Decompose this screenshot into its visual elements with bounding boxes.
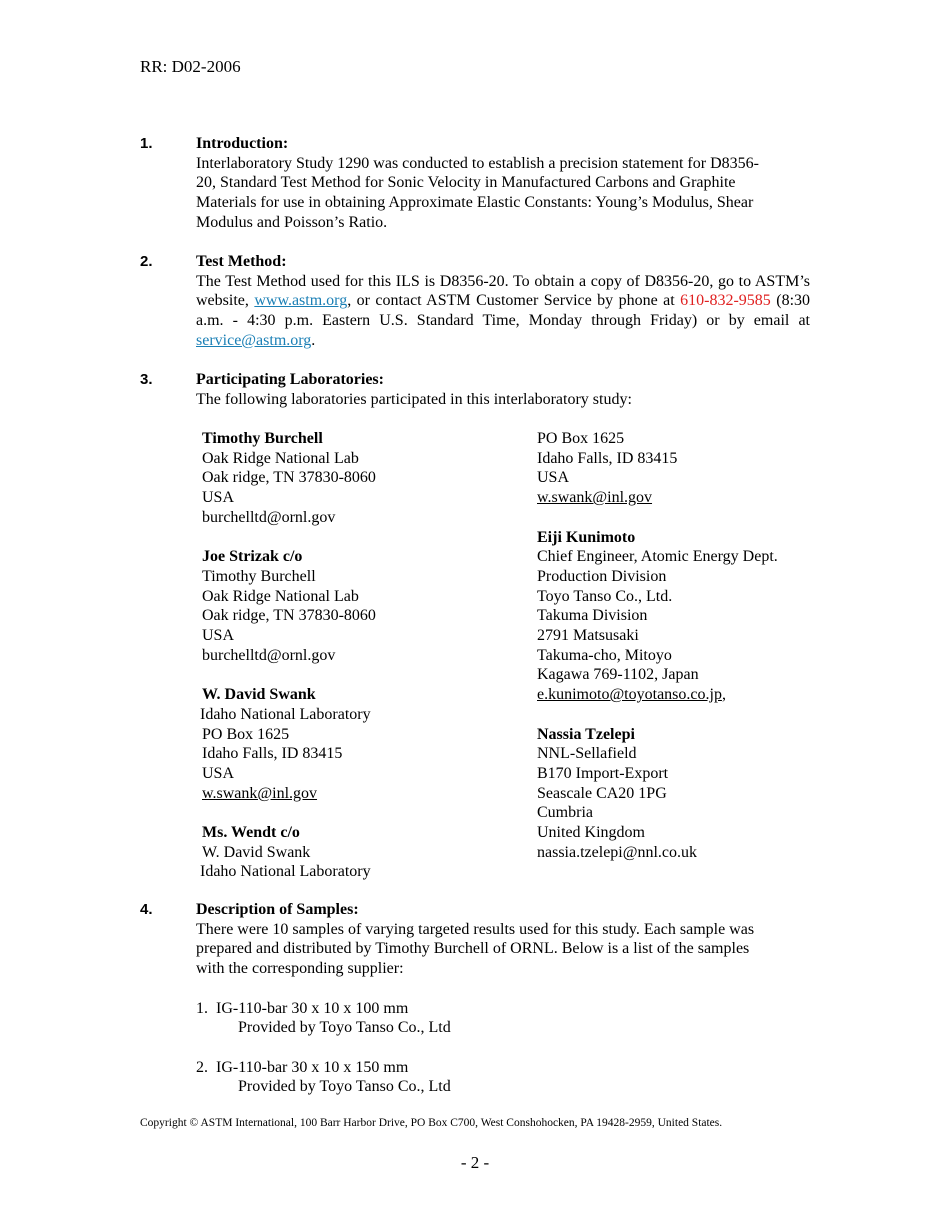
lab-line: PO Box 1625 <box>202 725 290 743</box>
sample-provider: Provided by Toyo Tanso Co., Ltd <box>238 1019 451 1037</box>
lab-line: 2791 Matsusaki <box>537 627 639 645</box>
section-4-title: Description of Samples: <box>196 901 359 918</box>
lab-line: B170 Import-Export <box>537 764 669 782</box>
section-1-number: 1. <box>140 135 153 152</box>
lab-line: United Kingdom <box>537 824 645 842</box>
lab-line: USA <box>202 489 235 507</box>
section-1-line: Interlaboratory Study 1290 was conducted to establish a precision statement for D8356- <box>196 154 759 172</box>
lab-email[interactable]: w.swank@inl.gov <box>202 784 318 802</box>
lab-line: Takuma Division <box>537 607 648 625</box>
spacer <box>196 979 810 999</box>
section-4-line: There were 10 samples of varying targeted results used for this study. Each sample was <box>196 920 755 938</box>
section-2 <box>196 252 810 351</box>
lab-email: burchelltd@ornl.gov <box>202 646 336 664</box>
lab-line: Timothy Burchell <box>202 567 316 585</box>
astm-website-link[interactable]: www.astm.org <box>254 292 348 310</box>
lab-line: Idaho National Laboratory <box>200 705 371 723</box>
section-2-text: (8:30 a.m. - 4:30 p.m. Eastern U.S. Standard Time, Monday through Friday) or by email at <box>196 292 811 330</box>
lab-line: W. David Swank <box>202 843 311 861</box>
section-4 <box>196 900 810 1097</box>
lab-contact-name: Timothy Burchell <box>202 430 323 447</box>
lab-line: Seascale CA20 1PG <box>537 784 667 802</box>
section-1-line: Modulus and Poisson’s Ratio. <box>196 213 388 231</box>
service-email-link[interactable]: service@astm.org <box>196 331 312 349</box>
section-1-line: 20, Standard Test Method for Sonic Velocity in Manufactured Carbons and Graphite <box>196 174 736 192</box>
lab-line: Oak ridge, TN 37830-8060 <box>202 469 376 487</box>
section-4-line: prepared and distributed by Timothy Burchell of ORNL. Below is a list of the samples <box>196 940 750 958</box>
copyright-footer: Copyright © ASTM International, 100 Barr Harbor Drive, PO Box C700, West Conshohocken, PA 19428-2959, United States. <box>140 1117 723 1129</box>
lab-line: Cumbria <box>537 804 593 822</box>
spacer <box>202 665 522 685</box>
section-2-number: 2. <box>140 253 153 270</box>
lab-line: Oak Ridge National Lab <box>202 449 359 467</box>
section-2-text: , or contact ASTM Customer Service by phone at <box>347 292 681 310</box>
report-header: RR: D02-2006 <box>140 57 241 76</box>
page-number: - 2 - <box>460 1153 490 1172</box>
lab-line: USA <box>537 469 570 487</box>
lab-line: Kagawa 769-1102, Japan <box>537 666 699 684</box>
lab-contact-name: Nassia Tzelepi <box>537 725 635 743</box>
section-3-number: 3. <box>140 371 153 388</box>
spacer <box>537 705 837 725</box>
lab-line: Idaho Falls, ID 83415 <box>202 745 343 763</box>
lab-email[interactable]: e.kunimoto@toyotanso.co.jp <box>537 686 722 704</box>
sample-item: 1. IG-110-bar 30 x 10 x 100 mm <box>196 999 409 1017</box>
sample-item: 2. IG-110-bar 30 x 10 x 150 mm <box>196 1058 409 1076</box>
lab-contact-name: W. David Swank <box>202 686 316 704</box>
lab-line: PO Box 1625 <box>537 430 625 447</box>
lab-contact-name: Eiji Kunimoto <box>537 528 636 546</box>
lab-email: nassia.tzelepi@nnl.co.uk <box>537 843 698 861</box>
lab-line: NNL-Sellafield <box>537 745 637 763</box>
section-2-text: . <box>311 331 316 349</box>
section-3-intro: The following laboratories participated in this interlaboratory study: <box>196 390 632 408</box>
spacer <box>537 508 837 528</box>
section-2-body <box>196 272 810 351</box>
labs-column-right <box>537 429 837 862</box>
section-1 <box>196 134 796 233</box>
lab-line: Oak Ridge National Lab <box>202 587 359 605</box>
lab-line: Idaho Falls, ID 83415 <box>537 449 678 467</box>
spacer <box>202 528 522 548</box>
customer-service-phone: 610-832-9585 <box>680 292 771 310</box>
section-4-line: with the corresponding supplier: <box>196 960 404 978</box>
lab-line: USA <box>202 627 235 645</box>
section-1-line: Materials for use in obtaining Approximate Elastic Constants: Young’s Modulus, Shear <box>196 194 754 212</box>
section-1-title: Introduction: <box>196 135 289 152</box>
section-2-text: The Test Method used for this ILS is D8356-20. To obtain a copy of D8356-20, go to ASTM’s website, <box>196 272 810 310</box>
section-3-title: Participating Laboratories: <box>196 371 384 388</box>
lab-email: burchelltd@ornl.gov <box>202 508 336 526</box>
section-4-number: 4. <box>140 901 153 918</box>
lab-email-line: e.kunimoto@toyotanso.co.jp, <box>537 686 726 704</box>
lab-line: Takuma-cho, Mitoyo <box>537 646 672 664</box>
lab-line: Idaho National Laboratory <box>200 863 371 881</box>
lab-line: Chief Engineer, Atomic Energy Dept. <box>537 548 778 566</box>
lab-line: Oak ridge, TN 37830-8060 <box>202 607 376 625</box>
lab-contact-name: Ms. Wendt c/o <box>202 824 300 842</box>
lab-line: Production Division <box>537 567 667 585</box>
spacer <box>202 803 522 823</box>
lab-contact-name: Joe Strizak c/o <box>202 548 303 566</box>
sample-provider: Provided by Toyo Tanso Co., Ltd <box>238 1078 451 1096</box>
section-3 <box>196 370 796 409</box>
lab-line: Toyo Tanso Co., Ltd. <box>537 587 673 605</box>
section-2-title: Test Method: <box>196 253 287 270</box>
spacer <box>196 1038 810 1058</box>
lab-line: USA <box>202 764 235 782</box>
lab-email[interactable]: w.swank@inl.gov <box>537 489 653 507</box>
labs-column-left <box>202 429 522 882</box>
